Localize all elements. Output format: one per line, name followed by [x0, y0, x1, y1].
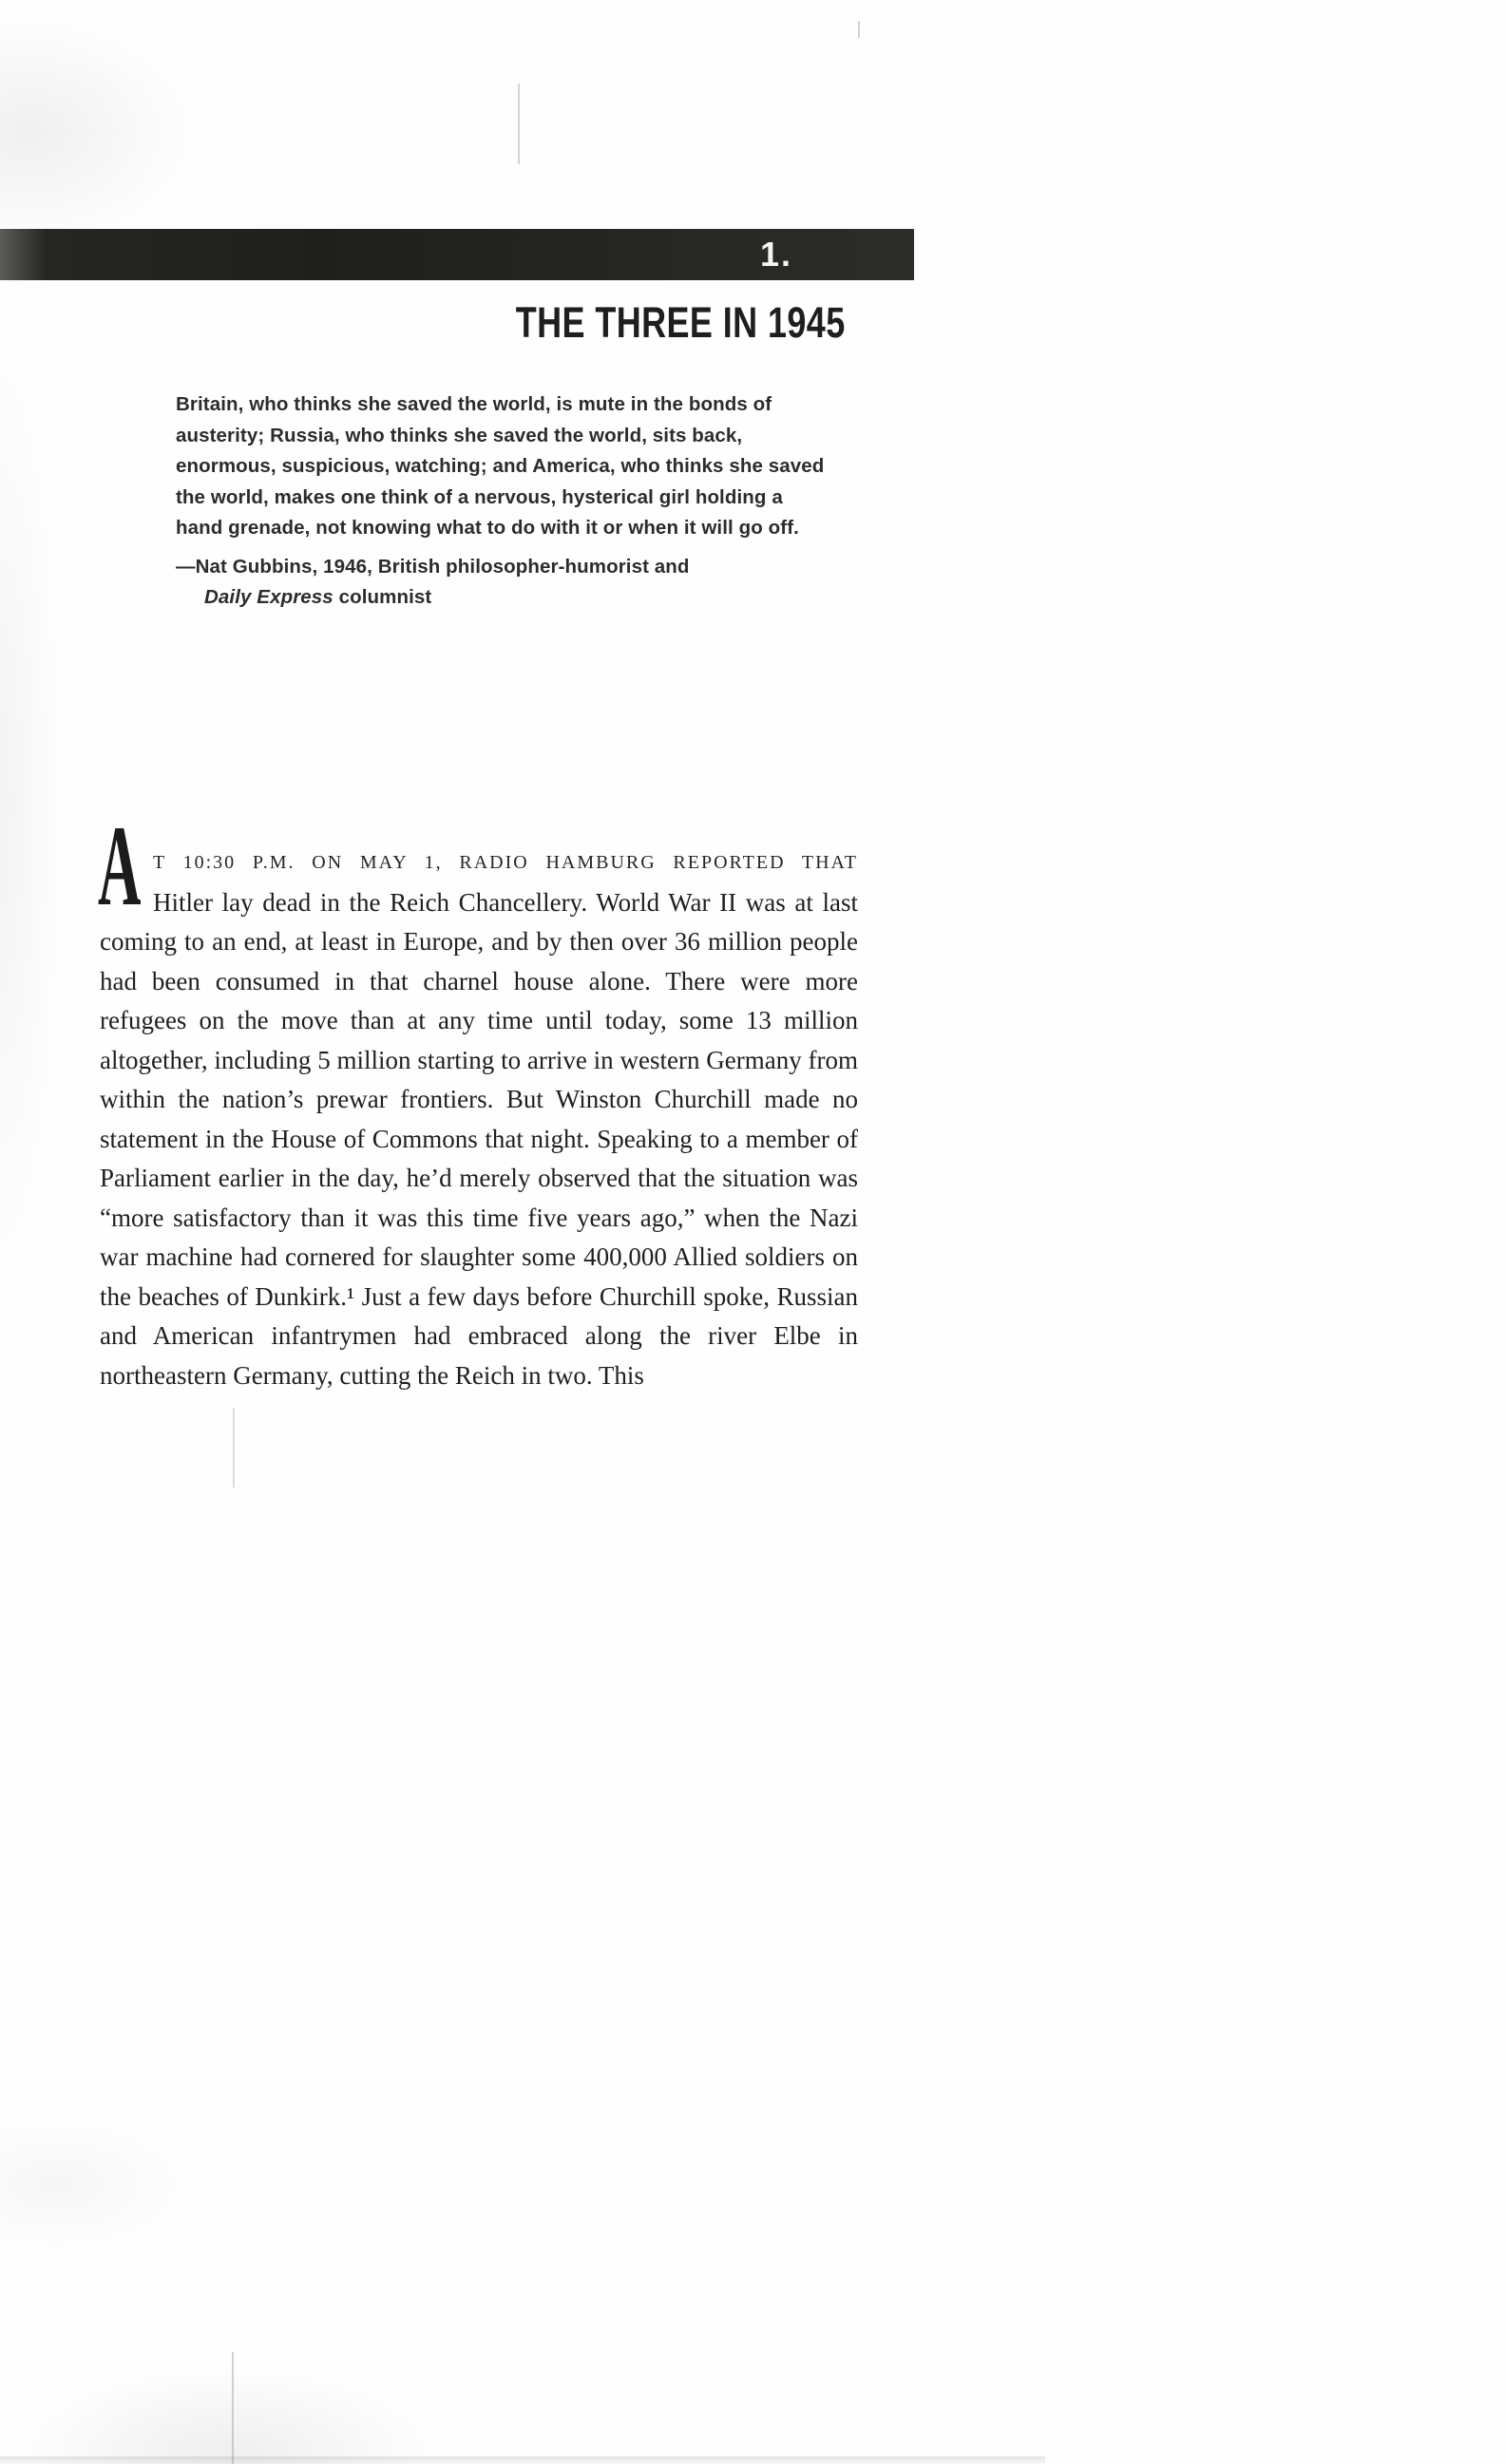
- epigraph-line: the world, makes one think of a nervous, hysterical girl holding a: [176, 485, 783, 508]
- body-paragraph: Hitler lay dead in the Reich Chancellery. World War II was at last coming to an end, at least in Europe, and by then over 36 million people had been consumed in that charnel house alone. There were more refugees on the move than at any time until today, some 13 million altogether, including 5 million starting to arrive in western Germany from within the nation’s prewar frontiers. But Winston Churchill made no statement in the House of Commons that night. Speaking to a member of Parliament earlier in the day, he’d merely observed that the situation was “more satisfactory than it was this time five years ago,” when the Nazi war machine had cornered for slaughter some 400,000 Allied soldiers on the beaches of Dunkirk.¹ Just a few days before Churchill spoke, Russian and American infantrymen had embraced along the river Elbe in northeastern Germany, cutting the Reich in two. This: [100, 887, 858, 1390]
- epigraph-attribution-line-1: —Nat Gubbins, 1946, British philosopher-humorist and: [176, 555, 690, 578]
- opening-caps-line: T 10:30 P.M. ON MAY 1, RADIO HAMBURG REPORTED THAT: [153, 852, 858, 873]
- epigraph-line: austerity; Russia, who thinks she saved the world, sits back,: [176, 424, 743, 446]
- scan-artifact-right-dash: [858, 21, 860, 38]
- chapter-number-bar: [0, 229, 914, 280]
- scan-artifact-mid-line: [233, 1408, 235, 1488]
- epigraph-attribution-role: columnist: [333, 586, 432, 608]
- epigraph-attribution-source: Daily Express: [204, 586, 334, 608]
- chapter-number: 1.: [759, 235, 792, 274]
- chapter-title-text: THE THREE IN 1945: [516, 298, 846, 347]
- epigraph-line: Britain, who thinks she saved the world, is mute in the bonds of: [176, 393, 772, 415]
- epigraph-attribution-line-2: [204, 582, 860, 614]
- body-text: [98, 803, 858, 1395]
- epigraph-attribution: [176, 552, 860, 614]
- epigraph-line: enormous, suspicious, watching; and America, who thinks she saved: [176, 455, 825, 477]
- scan-artifact-bottom-line: [232, 2352, 234, 2464]
- chapter-title: [0, 298, 846, 348]
- epigraph-line: hand grenade, not knowing what to do with it or when it will go off.: [176, 517, 799, 539]
- drop-cap: A: [98, 803, 142, 930]
- epigraph: [176, 389, 860, 614]
- scan-artifact-bottom-edge: [0, 2456, 1045, 2464]
- scan-artifact-top-line: [518, 84, 520, 164]
